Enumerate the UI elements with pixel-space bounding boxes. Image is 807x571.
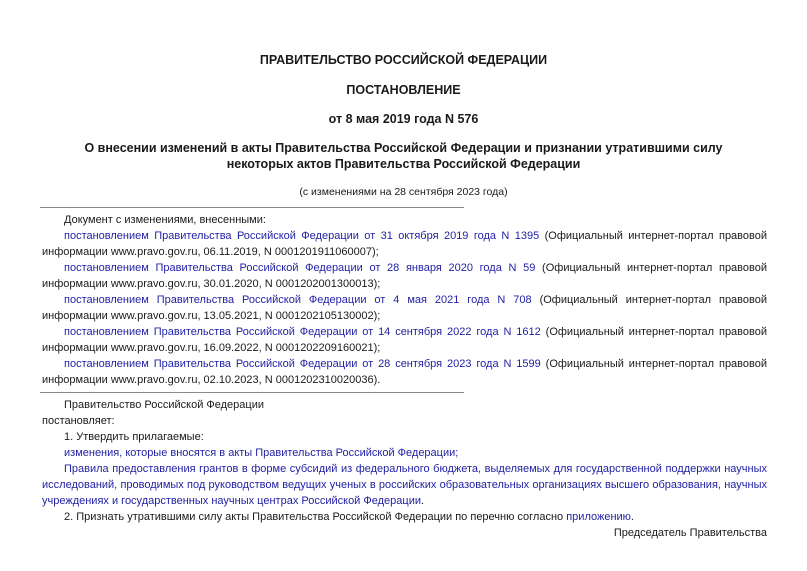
amendment-link[interactable]: постановлением Правительства Российской Федерации от 28 сентября 2023 года N 1599 <box>64 358 541 370</box>
rules-paragraph <box>42 461 767 509</box>
amendment-item <box>42 228 767 260</box>
amendment-link[interactable]: постановлением Правительства Российской Федерации от 28 января 2020 года N 59 <box>64 262 536 274</box>
amendment-item <box>42 324 767 356</box>
changes-link[interactable]: изменения, которые вносятся в акты Правительства Российской Федерации; <box>64 447 459 459</box>
document-type: ПОСТАНОВЛЕНИЕ <box>346 83 461 97</box>
document-title: О внесении изменений в акты Правительства Российской Федерации и признании утратившими силу некоторых актов Правительства Российской Федерации <box>84 141 723 171</box>
rules-end: . <box>420 495 425 507</box>
amendment-source: (Официальный интернет-портал правовой информации www.pravo.gov.ru, 16.09.2022, N 0001202209160021); <box>42 326 767 354</box>
government-line: Правительство Российской Федерации <box>64 399 264 411</box>
amendment-source: (Официальный интернет-портал правовой информации www.pravo.gov.ru, 06.11.2019, N 0001201911060007); <box>42 230 767 258</box>
date-and-number: от 8 мая 2019 года N 576 <box>328 112 479 126</box>
rules-link[interactable]: Правила предоставления грантов в форме субсидий из федерального бюджета, выделяемых для государственной поддержки научных исследований, проводимых под руководством ведущих ученых в российских образовательных организациях высшего образования, научных учреждениях и государственных научных центрах Российской Федерации <box>42 463 767 507</box>
amendment-link[interactable]: постановлением Правительства Российской Федерации от 31 октября 2019 года N 1395 <box>64 230 540 242</box>
item-2-text: 2. Признать утратившими силу акты Правительства Российской Федерации по перечню согласно <box>64 511 567 523</box>
top-divider <box>40 207 464 208</box>
item-2 <box>42 509 767 525</box>
amendment-source: (Официальный интернет-портал правовой информации www.pravo.gov.ru, 30.01.2020, N 0001202001300013); <box>42 262 767 290</box>
amendment-item <box>42 356 767 388</box>
changes-link-line <box>42 445 767 461</box>
resolves-line: постановляет: <box>42 415 115 427</box>
bottom-divider <box>40 392 464 393</box>
item-1: 1. Утвердить прилагаемые: <box>64 431 204 443</box>
amendment-link[interactable]: постановлением Правительства Российской Федерации от 4 мая 2021 года N 708 <box>64 294 532 306</box>
amendment-item <box>42 292 767 324</box>
government-heading: ПРАВИТЕЛЬСТВО РОССИЙСКОЙ ФЕДЕРАЦИИ <box>259 53 548 67</box>
amendment-item <box>42 260 767 292</box>
amended-note: (с изменениями на 28 сентября 2023 года) <box>299 186 508 198</box>
item-2-end: . <box>630 511 634 523</box>
amendment-source: (Официальный интернет-портал правовой информации www.pravo.gov.ru, 02.10.2023, N 0001202310020036). <box>42 358 767 386</box>
signature: Председатель Правительства <box>613 527 767 539</box>
amendments-intro: Документ с изменениями, внесенными: <box>64 214 266 226</box>
appendix-link[interactable]: приложению <box>566 511 631 523</box>
amendment-source: (Официальный интернет-портал правовой информации www.pravo.gov.ru, 13.05.2021, N 0001202105130002); <box>42 294 767 322</box>
amendment-link[interactable]: постановлением Правительства Российской Федерации от 14 сентября 2022 года N 1612 <box>64 326 541 338</box>
